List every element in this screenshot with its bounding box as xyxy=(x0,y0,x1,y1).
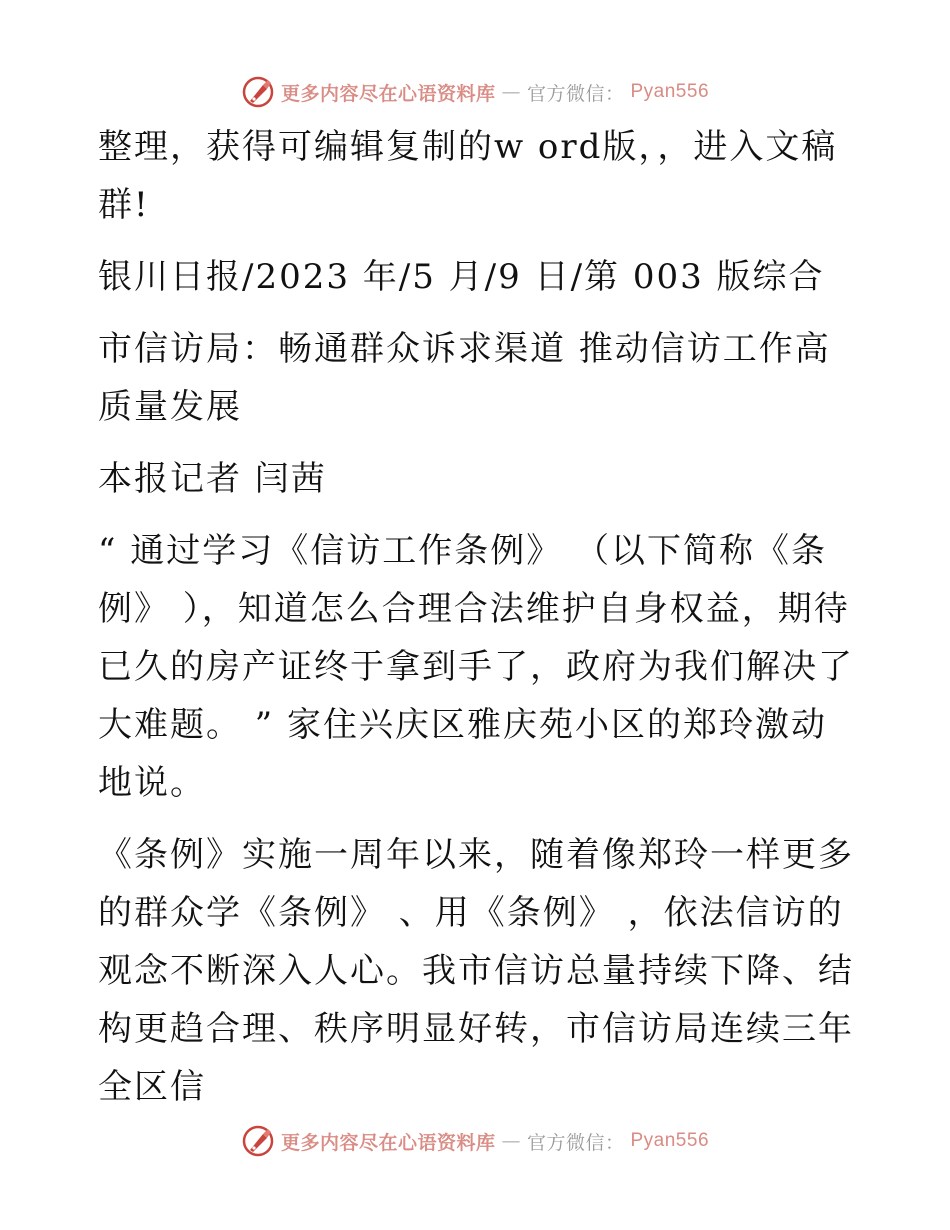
watermark-wechat-id: Pyan556 xyxy=(630,1130,710,1151)
watermark-header xyxy=(0,72,950,112)
watermark-footer xyxy=(0,1121,950,1161)
byline: 本报记者 闫茜 xyxy=(98,459,327,499)
watermark-dash: — xyxy=(501,81,521,103)
watermark-wechat-label: 官方微信： xyxy=(526,82,625,105)
paragraph-1: “ 通过学习《信访工作条例》 （以下简称《条例》 ），知道怎么合理合法维护自身权益，期待已久的房产证终于拿到手了，政府为我们解决了大难题。 ” 家住兴庆区雅庆苑小区的郑玲激动地说。 xyxy=(98,531,854,803)
intro-text: 整理，获得可编辑复制的w ord版，，进入文稿群! xyxy=(98,127,838,225)
watermark-title: 更多内容尽在心语资料库 xyxy=(280,82,496,105)
article-headline: 市信访局：畅通群众诉求渠道 推动信访工作高质量发展 xyxy=(98,329,831,427)
watermark-wechat-label: 官方微信： xyxy=(526,1131,625,1154)
watermark-wechat-id: Pyan556 xyxy=(630,81,710,102)
source-line: 银川日报/2023 年/5 月/9 日/第 003 版综合 xyxy=(98,257,825,297)
document-body xyxy=(98,118,858,1116)
paragraph-2: 《条例》实施一周年以来，随着像郑玲一样更多的群众学《条例》 、用《条例》 ，依法信访的观念不断深入人心。我市信访总量持续下降、结构更趋合理、秩序明显好转，市信访局连续三年全区信 xyxy=(98,835,854,1107)
pen-nib-logo-icon xyxy=(241,1124,275,1158)
pen-nib-logo-icon xyxy=(241,75,275,109)
watermark-dash: — xyxy=(501,1130,521,1152)
watermark-title: 更多内容尽在心语资料库 xyxy=(280,1131,496,1154)
